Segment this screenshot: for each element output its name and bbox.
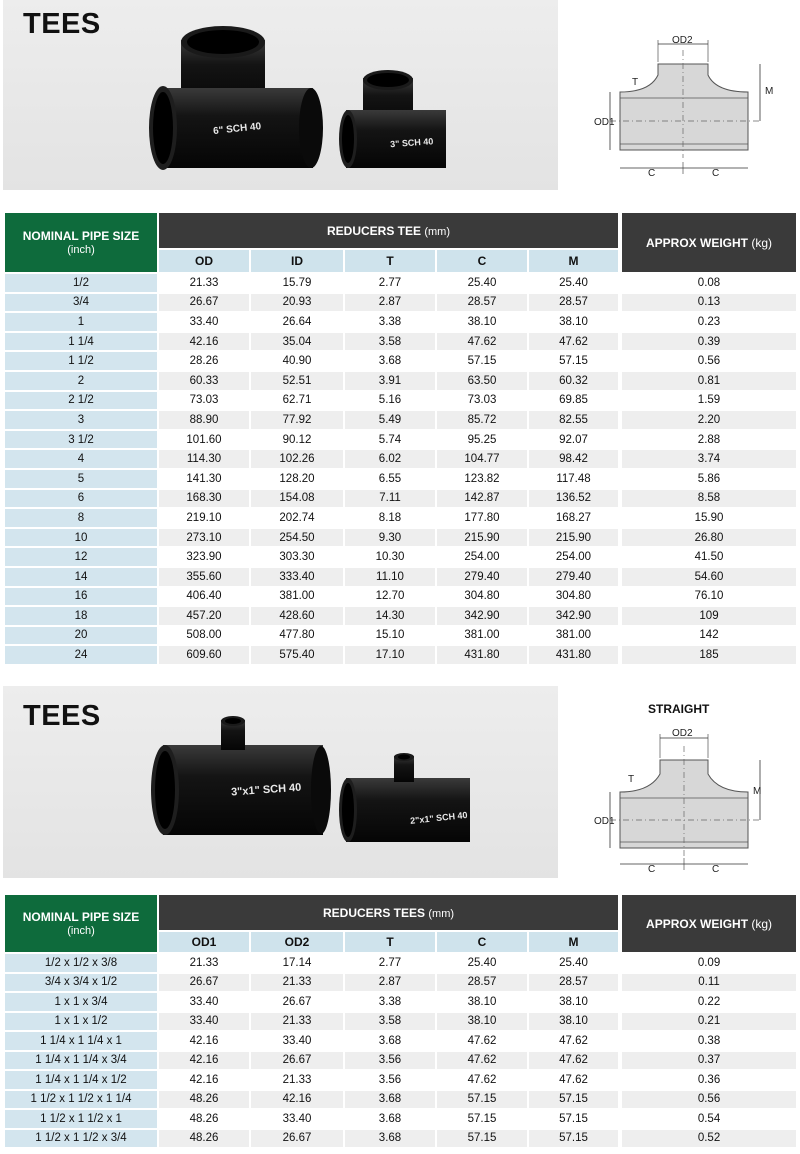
value-cell: 47.62 (528, 1031, 620, 1051)
value-cell: 21.33 (250, 1070, 344, 1090)
value-cell: 303.30 (250, 547, 344, 567)
value-cell: 17.10 (344, 645, 436, 665)
weight-cell: 0.21 (620, 1012, 797, 1032)
weight-cell: 0.22 (620, 992, 797, 1012)
size-cell: 24 (5, 645, 158, 665)
value-cell: 33.40 (158, 992, 250, 1012)
value-cell: 33.40 (250, 1031, 344, 1051)
value-cell: 21.33 (250, 1012, 344, 1032)
size-cell: 1 1/4 x 1 1/4 x 1 (5, 1031, 158, 1051)
value-cell: 57.15 (436, 1109, 528, 1129)
weight-cell: 0.37 (620, 1051, 797, 1071)
size-cell: 3/4 (5, 293, 158, 313)
value-cell: 47.62 (436, 1051, 528, 1071)
value-cell: 42.16 (250, 1090, 344, 1110)
value-cell: 48.26 (158, 1129, 250, 1149)
value-cell: 57.15 (436, 351, 528, 371)
table-row (5, 410, 797, 430)
value-cell: 28.57 (528, 973, 620, 993)
value-cell: 21.33 (158, 273, 250, 293)
size-header-2: NOMINAL PIPE SIZE (inch) (5, 895, 158, 953)
weight-cell: 2.88 (620, 430, 797, 450)
size-cell: 1 1/2 x 1 1/2 x 3/4 (5, 1129, 158, 1149)
diagram2-c-label-left: C (648, 864, 656, 875)
table-row (5, 953, 797, 973)
value-cell: 2.87 (344, 293, 436, 313)
size-cell: 1 x 1 x 3/4 (5, 992, 158, 1012)
value-cell: 333.40 (250, 567, 344, 587)
value-cell: 7.11 (344, 489, 436, 509)
value-cell: 26.67 (250, 1129, 344, 1149)
size-cell: 1 1/4 x 1 1/4 x 1/2 (5, 1070, 158, 1090)
value-cell: 25.40 (436, 953, 528, 973)
size-cell: 12 (5, 547, 158, 567)
value-cell: 25.40 (528, 953, 620, 973)
weight-cell: 8.58 (620, 489, 797, 509)
value-cell: 25.40 (528, 273, 620, 293)
value-cell: 609.60 (158, 645, 250, 665)
value-cell: 42.16 (158, 1070, 250, 1090)
value-cell: 47.62 (528, 332, 620, 352)
table-row (5, 508, 797, 528)
weight-cell: 5.86 (620, 469, 797, 489)
value-cell: 95.25 (436, 430, 528, 450)
col-id: ID (250, 249, 344, 273)
value-cell: 254.50 (250, 528, 344, 548)
diagram-od1-label: OD1 (594, 117, 615, 128)
weight-cell: 3.74 (620, 449, 797, 469)
value-cell: 9.30 (344, 528, 436, 548)
table-row (5, 1031, 797, 1051)
weight-cell: 2.20 (620, 410, 797, 430)
value-cell: 2.77 (344, 273, 436, 293)
table-row (5, 567, 797, 587)
value-cell: 42.16 (158, 332, 250, 352)
value-cell: 35.04 (250, 332, 344, 352)
size-cell: 1/2 (5, 273, 158, 293)
value-cell: 457.20 (158, 606, 250, 626)
value-cell: 82.55 (528, 410, 620, 430)
reducers-tees-table (5, 895, 798, 1149)
col-od: OD (158, 249, 250, 273)
value-cell: 33.40 (158, 1012, 250, 1032)
value-cell: 101.60 (158, 430, 250, 450)
size-header: NOMINAL PIPE SIZE (inch) (5, 213, 158, 273)
size-cell: 1 (5, 312, 158, 332)
value-cell: 3.56 (344, 1051, 436, 1071)
value-cell: 3.58 (344, 332, 436, 352)
size-cell: 3/4 x 3/4 x 1/2 (5, 973, 158, 993)
reducing-tee-photo-large (143, 710, 333, 850)
value-cell: 88.90 (158, 410, 250, 430)
size-cell: 2 (5, 371, 158, 391)
value-cell: 3.68 (344, 1129, 436, 1149)
table-row (5, 992, 797, 1012)
value-cell: 28.57 (436, 973, 528, 993)
value-cell: 20.93 (250, 293, 344, 313)
size-cell: 1 1/2 (5, 351, 158, 371)
tee-photo-small-label: 3" SCH 40 (389, 136, 434, 150)
reducing-tee-photo-small (338, 750, 478, 850)
reducing-tee-photo-large-label: 3"x1" SCH 40 (230, 781, 302, 799)
value-cell: 52.51 (250, 371, 344, 391)
section1-banner (3, 0, 558, 190)
size-cell: 20 (5, 626, 158, 646)
table-row (5, 489, 797, 509)
size-cell: 1 1/4 (5, 332, 158, 352)
weight-cell: 41.50 (620, 547, 797, 567)
value-cell: 142.87 (436, 489, 528, 509)
value-cell: 21.33 (250, 973, 344, 993)
value-cell: 60.33 (158, 371, 250, 391)
value-cell: 28.57 (436, 293, 528, 313)
table-row (5, 273, 797, 293)
value-cell: 254.00 (436, 547, 528, 567)
value-cell: 5.49 (344, 410, 436, 430)
table-row (5, 1070, 797, 1090)
weight-cell: 0.52 (620, 1129, 797, 1149)
value-cell: 381.00 (436, 626, 528, 646)
diagram-od2-label: OD2 (672, 35, 693, 46)
value-cell: 215.90 (528, 528, 620, 548)
value-cell: 47.62 (436, 1070, 528, 1090)
value-cell: 3.91 (344, 371, 436, 391)
value-cell: 5.74 (344, 430, 436, 450)
value-cell: 141.30 (158, 469, 250, 489)
diagram-m-label: M (765, 86, 774, 97)
value-cell: 2.87 (344, 973, 436, 993)
size-cell: 4 (5, 449, 158, 469)
value-cell: 3.58 (344, 1012, 436, 1032)
value-cell: 47.62 (528, 1070, 620, 1090)
diagram2-od2-label: OD2 (672, 728, 693, 739)
value-cell: 26.67 (158, 293, 250, 313)
value-cell: 5.16 (344, 391, 436, 411)
value-cell: 215.90 (436, 528, 528, 548)
table-row (5, 1090, 797, 1110)
table-row (5, 1109, 797, 1129)
value-cell: 48.26 (158, 1090, 250, 1110)
value-cell: 38.10 (528, 992, 620, 1012)
table-row (5, 391, 797, 411)
size-cell: 1/2 x 1/2 x 3/8 (5, 953, 158, 973)
tee-photo-small (338, 68, 448, 178)
value-cell: 40.90 (250, 351, 344, 371)
size-cell: 1 x 1 x 1/2 (5, 1012, 158, 1032)
size-cell: 2 1/2 (5, 391, 158, 411)
straight-diagram-title: STRAIGHT (648, 702, 710, 716)
value-cell: 154.08 (250, 489, 344, 509)
value-cell: 92.07 (528, 430, 620, 450)
value-cell: 431.80 (528, 645, 620, 665)
weight-cell: 0.08 (620, 273, 797, 293)
value-cell: 73.03 (436, 391, 528, 411)
weight-cell: 26.80 (620, 528, 797, 548)
value-cell: 117.48 (528, 469, 620, 489)
value-cell: 381.00 (528, 626, 620, 646)
value-cell: 38.10 (528, 312, 620, 332)
value-cell: 98.42 (528, 449, 620, 469)
size-cell: 5 (5, 469, 158, 489)
table-row (5, 1051, 797, 1071)
value-cell: 25.40 (436, 273, 528, 293)
value-cell: 2.77 (344, 953, 436, 973)
weight-cell: 0.11 (620, 973, 797, 993)
weight-cell: 185 (620, 645, 797, 665)
value-cell: 38.10 (436, 992, 528, 1012)
value-cell: 355.60 (158, 567, 250, 587)
value-cell: 15.10 (344, 626, 436, 646)
value-cell: 69.85 (528, 391, 620, 411)
value-cell: 62.71 (250, 391, 344, 411)
value-cell: 8.18 (344, 508, 436, 528)
value-cell: 57.15 (436, 1090, 528, 1110)
value-cell: 14.30 (344, 606, 436, 626)
value-cell: 60.32 (528, 371, 620, 391)
size-cell: 10 (5, 528, 158, 548)
value-cell: 57.15 (436, 1129, 528, 1149)
value-cell: 202.74 (250, 508, 344, 528)
value-cell: 104.77 (436, 449, 528, 469)
reducing-tee-photo-small-label: 2"x1" SCH 40 (409, 809, 468, 826)
value-cell: 28.57 (528, 293, 620, 313)
diagram-c-label-left: C (648, 168, 656, 179)
size-cell: 3 1/2 (5, 430, 158, 450)
value-cell: 85.72 (436, 410, 528, 430)
value-cell: 77.92 (250, 410, 344, 430)
value-cell: 42.16 (158, 1031, 250, 1051)
size-cell: 16 (5, 587, 158, 607)
value-cell: 73.03 (158, 391, 250, 411)
value-cell: 90.12 (250, 430, 344, 450)
value-cell: 6.55 (344, 469, 436, 489)
value-cell: 47.62 (436, 1031, 528, 1051)
tee-dimension-diagram (590, 30, 790, 180)
value-cell: 33.40 (250, 1109, 344, 1129)
value-cell: 57.15 (528, 351, 620, 371)
table-row (5, 626, 797, 646)
value-cell: 15.79 (250, 273, 344, 293)
weight-cell: 0.56 (620, 1090, 797, 1110)
table-row (5, 1129, 797, 1149)
col-t: T (344, 249, 436, 273)
value-cell: 3.68 (344, 1109, 436, 1129)
weight-cell: 0.38 (620, 1031, 797, 1051)
value-cell: 508.00 (158, 626, 250, 646)
section1-title: TEES (23, 8, 101, 40)
weight-cell: 0.36 (620, 1070, 797, 1090)
weight-cell: 54.60 (620, 567, 797, 587)
table-row (5, 645, 797, 665)
value-cell: 42.16 (158, 1051, 250, 1071)
reducers-tee-table (5, 213, 798, 666)
size-cell: 3 (5, 410, 158, 430)
col-c: C (436, 249, 528, 273)
value-cell: 323.90 (158, 547, 250, 567)
value-cell: 428.60 (250, 606, 344, 626)
size-cell: 1 1/4 x 1 1/4 x 3/4 (5, 1051, 158, 1071)
value-cell: 6.02 (344, 449, 436, 469)
value-cell: 168.30 (158, 489, 250, 509)
value-cell: 304.80 (436, 587, 528, 607)
value-cell: 342.90 (528, 606, 620, 626)
weight-cell: 0.54 (620, 1109, 797, 1129)
value-cell: 477.80 (250, 626, 344, 646)
value-cell: 33.40 (158, 312, 250, 332)
value-cell: 342.90 (436, 606, 528, 626)
table-row (5, 469, 797, 489)
value-cell: 38.10 (436, 312, 528, 332)
col-m: M (528, 249, 620, 273)
col-od1: OD1 (158, 931, 250, 953)
value-cell: 12.70 (344, 587, 436, 607)
value-cell: 26.64 (250, 312, 344, 332)
value-cell: 177.80 (436, 508, 528, 528)
section2-banner (3, 686, 558, 878)
value-cell: 128.20 (250, 469, 344, 489)
value-cell: 26.67 (250, 992, 344, 1012)
value-cell: 254.00 (528, 547, 620, 567)
size-cell: 8 (5, 508, 158, 528)
value-cell: 3.38 (344, 992, 436, 1012)
diagram2-od1-label: OD1 (594, 816, 615, 827)
value-cell: 10.30 (344, 547, 436, 567)
table-row (5, 293, 797, 313)
value-cell: 102.26 (250, 449, 344, 469)
diagram2-t-label: T (628, 774, 635, 785)
value-cell: 57.15 (528, 1109, 620, 1129)
straight-tee-dimension-diagram (590, 716, 790, 876)
weight-cell: 0.81 (620, 371, 797, 391)
col-m-2: M (528, 931, 620, 953)
value-cell: 381.00 (250, 587, 344, 607)
value-cell: 431.80 (436, 645, 528, 665)
weight-cell: 76.10 (620, 587, 797, 607)
reducers-tees-header: REDUCERS TEES (mm) (158, 895, 620, 931)
value-cell: 47.62 (528, 1051, 620, 1071)
weight-cell: 0.23 (620, 312, 797, 332)
value-cell: 279.40 (436, 567, 528, 587)
weight-cell: 0.39 (620, 332, 797, 352)
value-cell: 3.68 (344, 1031, 436, 1051)
weight-cell: 1.59 (620, 391, 797, 411)
weight-cell: 15.90 (620, 508, 797, 528)
weight-cell: 0.13 (620, 293, 797, 313)
weight-header-2: APPROX WEIGHT (kg) (620, 895, 797, 953)
table-row (5, 371, 797, 391)
value-cell: 168.27 (528, 508, 620, 528)
value-cell: 26.67 (250, 1051, 344, 1071)
size-cell: 14 (5, 567, 158, 587)
value-cell: 3.56 (344, 1070, 436, 1090)
table-row (5, 1012, 797, 1032)
value-cell: 21.33 (158, 953, 250, 973)
col-od2: OD2 (250, 931, 344, 953)
value-cell: 57.15 (528, 1129, 620, 1149)
value-cell: 26.67 (158, 973, 250, 993)
value-cell: 38.10 (436, 1012, 528, 1032)
value-cell: 47.62 (436, 332, 528, 352)
table-row (5, 528, 797, 548)
value-cell: 28.26 (158, 351, 250, 371)
value-cell: 575.40 (250, 645, 344, 665)
value-cell: 57.15 (528, 1090, 620, 1110)
diagram-c-label-right: C (712, 168, 720, 179)
table-row (5, 606, 797, 626)
value-cell: 3.68 (344, 351, 436, 371)
value-cell: 219.10 (158, 508, 250, 528)
diagram2-c-label-right: C (712, 864, 720, 875)
table-row (5, 587, 797, 607)
value-cell: 11.10 (344, 567, 436, 587)
section2-title: TEES (23, 700, 101, 732)
table-row (5, 351, 797, 371)
size-cell: 1 1/2 x 1 1/2 x 1 1/4 (5, 1090, 158, 1110)
weight-cell: 142 (620, 626, 797, 646)
table-row (5, 449, 797, 469)
size-cell: 1 1/2 x 1 1/2 x 1 (5, 1109, 158, 1129)
weight-cell: 0.56 (620, 351, 797, 371)
diagram2-m-label: M (753, 786, 762, 797)
value-cell: 273.10 (158, 528, 250, 548)
table-row (5, 547, 797, 567)
table-row (5, 973, 797, 993)
value-cell: 406.40 (158, 587, 250, 607)
weight-cell: 0.09 (620, 953, 797, 973)
value-cell: 136.52 (528, 489, 620, 509)
tee-photo-large-label: 6" SCH 40 (212, 121, 262, 138)
weight-header: APPROX WEIGHT (kg) (620, 213, 797, 273)
weight-cell: 109 (620, 606, 797, 626)
reducers-tee-header: REDUCERS TEE (mm) (158, 213, 620, 249)
tee-photo-large (143, 18, 333, 183)
value-cell: 3.38 (344, 312, 436, 332)
table-row (5, 312, 797, 332)
value-cell: 17.14 (250, 953, 344, 973)
value-cell: 279.40 (528, 567, 620, 587)
table-row (5, 430, 797, 450)
col-c-2: C (436, 931, 528, 953)
value-cell: 304.80 (528, 587, 620, 607)
size-cell: 18 (5, 606, 158, 626)
value-cell: 114.30 (158, 449, 250, 469)
table-row (5, 332, 797, 352)
value-cell: 48.26 (158, 1109, 250, 1129)
col-t-2: T (344, 931, 436, 953)
diagram-t-label: T (632, 77, 639, 88)
value-cell: 123.82 (436, 469, 528, 489)
value-cell: 3.68 (344, 1090, 436, 1110)
value-cell: 38.10 (528, 1012, 620, 1032)
size-cell: 6 (5, 489, 158, 509)
value-cell: 63.50 (436, 371, 528, 391)
